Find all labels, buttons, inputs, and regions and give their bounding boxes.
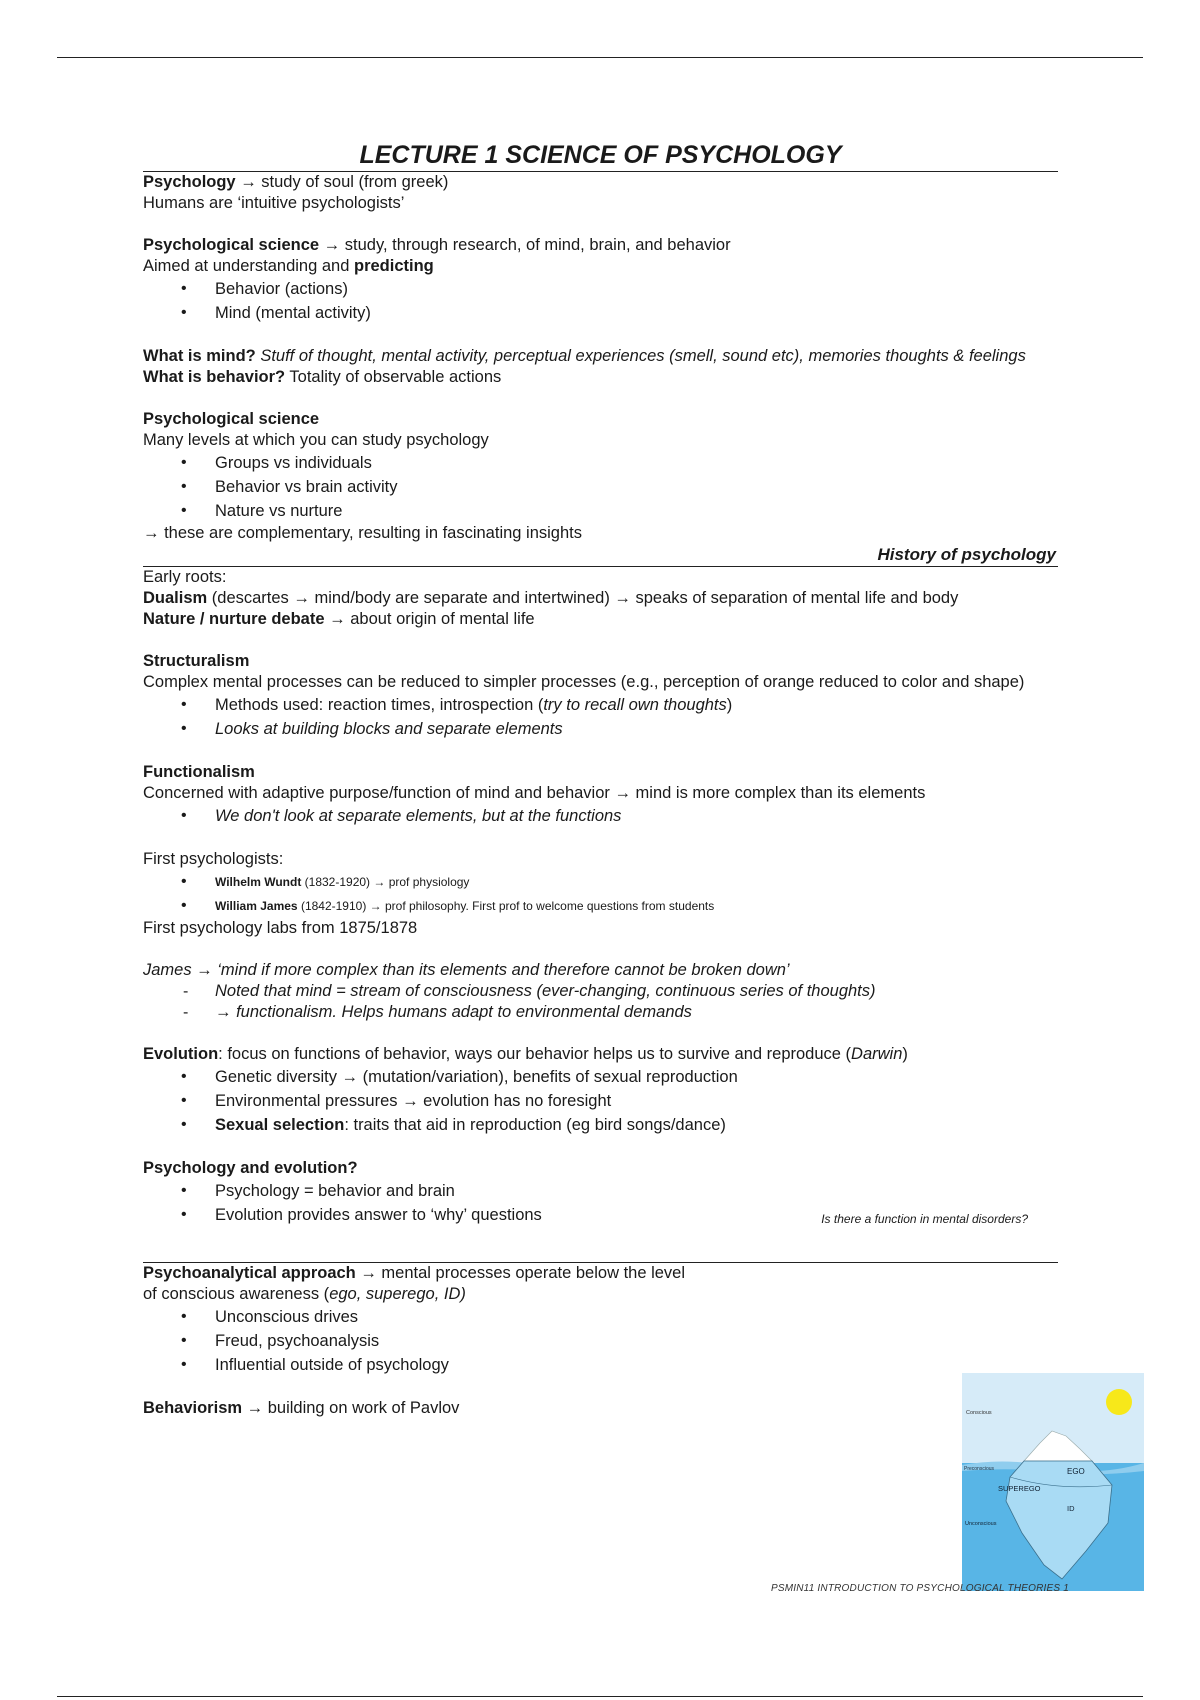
- list-item: - Noted that mind = stream of consciousness (ever-changing, continuous series of thoughts): [143, 981, 1058, 1002]
- page-title: LECTURE 1 SCIENCE OF PSYCHOLOGY: [143, 140, 1058, 172]
- history-heading: History of psychology: [143, 544, 1058, 567]
- page-footer: PSMIN11 INTRODUCTION TO PSYCHOLOGICAL THEORIES 1: [771, 1583, 1069, 1594]
- first-psychologists-label: First psychologists:: [143, 850, 284, 868]
- list-item: • Mind (mental activity): [143, 301, 1058, 325]
- list-item: • Evolution provides answer to ‘why’ questions: [143, 1203, 1058, 1227]
- psychoanalytic-list: [143, 1305, 1058, 1377]
- superego-label: SUPEREGO: [998, 1484, 1041, 1493]
- list-item: • William James (1842-1910) → prof philosophy. First prof to welcome questions from students: [143, 894, 1058, 918]
- sun-icon: [1106, 1389, 1132, 1415]
- list-item: • Looks at building blocks and separate elements: [143, 717, 1058, 741]
- what-is-mind: What is mind? Stuff of thought, mental activity, perceptual experiences (smell, sound etc), memories thoughts & feelings: [143, 347, 1026, 365]
- list-item: • Sexual selection: traits that aid in reproduction (eg bird songs/dance): [143, 1113, 1058, 1137]
- psych-science-list: [143, 277, 1058, 325]
- list-item: • Behavior vs brain activity: [143, 475, 1058, 499]
- first-labs: First psychology labs from 1875/1878: [143, 919, 418, 937]
- list-item: • Unconscious drives: [143, 1305, 1058, 1329]
- list-item: • Freud, psychoanalysis: [143, 1329, 1058, 1353]
- list-item: • Behavior (actions): [143, 277, 1058, 301]
- what-is-behavior: What is behavior? Totality of observable actions: [143, 368, 502, 386]
- psych-science-aim: Aimed at understanding and predicting: [143, 257, 434, 275]
- psychology-definition: Psychology → study of soul (from greek): [143, 173, 449, 191]
- psych-science-definition: Psychological science → study, through research, of mind, brain, and behavior: [143, 236, 731, 254]
- structuralism-desc: Complex mental processes can be reduced to simpler processes (e.g., perception of orange reduced to color and shape): [143, 673, 1025, 691]
- nature-nurture: Nature / nurture debate → about origin of mental life: [143, 610, 535, 628]
- preconscious-label: Preconscious: [964, 1466, 995, 1472]
- top-page-rule: [57, 57, 1143, 58]
- list-item: • Methods used: reaction times, introspection (try to recall own thoughts): [143, 693, 1058, 717]
- bottom-page-rule: [57, 1696, 1143, 1697]
- levels-intro: Many levels at which you can study psychology: [143, 431, 489, 449]
- list-item: • Wilhelm Wundt (1832-1920) → prof physiology: [143, 870, 1058, 894]
- psychoanalytic-definition-cont: of conscious awareness (ego, superego, ID): [143, 1285, 466, 1303]
- intuitive-psychologists: Humans are ‘intuitive psychologists’: [143, 194, 405, 212]
- evolution-definition: Evolution: focus on functions of behavior, ways our behavior helps us to survive and reproduce (Darwin): [143, 1045, 908, 1063]
- evolution-list: [143, 1065, 1058, 1137]
- list-item: • We don't look at separate elements, but at the functions: [143, 804, 1058, 828]
- list-item: • Environmental pressures → evolution has no foresight: [143, 1089, 1058, 1113]
- iceberg-diagram: [962, 1373, 1144, 1591]
- list-item: • Genetic diversity → (mutation/variation), benefits of sexual reproduction: [143, 1065, 1058, 1089]
- mental-disorders-question: Is there a function in mental disorders?: [821, 1212, 1028, 1226]
- conscious-label: Conscious: [966, 1410, 992, 1416]
- functionalism-desc: Concerned with adaptive purpose/function of mind and behavior → mind is more complex than its elements: [143, 784, 926, 802]
- functionalism-heading: Functionalism: [143, 763, 255, 781]
- id-label: ID: [1067, 1504, 1075, 1513]
- early-roots: Early roots:: [143, 568, 227, 586]
- document-body: [143, 140, 1058, 1419]
- james-notes: [143, 981, 1058, 1023]
- structuralism-heading: Structuralism: [143, 652, 250, 670]
- levels-heading: Psychological science: [143, 410, 320, 428]
- psychoanalytic-definition: Psychoanalytical approach → mental processes operate below the level: [143, 1264, 686, 1282]
- list-item: • Influential outside of psychology: [143, 1353, 1058, 1377]
- psych-evolution-heading: Psychology and evolution?: [143, 1159, 358, 1177]
- behaviorism-definition: Behaviorism → building on work of Pavlov: [143, 1399, 460, 1417]
- levels-conclusion: → these are complementary, resulting in fascinating insights: [143, 524, 582, 542]
- unconscious-label: Unconscious: [965, 1521, 997, 1527]
- list-item: - → functionalism. Helps humans adapt to environmental demands: [143, 1002, 1058, 1023]
- functionalism-list: [143, 804, 1058, 828]
- list-item: • Groups vs individuals: [143, 451, 1058, 475]
- james-quote: James → ‘mind if more complex than its elements and therefore cannot be broken down’: [143, 961, 790, 979]
- dualism: Dualism (descartes → mind/body are separate and intertwined) → speaks of separation of mental life and body: [143, 589, 959, 607]
- list-item: • Psychology = behavior and brain: [143, 1179, 1058, 1203]
- structuralism-list: [143, 693, 1058, 741]
- first-psychologists-list: [143, 870, 1058, 918]
- ego-label: EGO: [1067, 1467, 1085, 1476]
- list-item: • Nature vs nurture: [143, 499, 1058, 523]
- levels-list: [143, 451, 1058, 523]
